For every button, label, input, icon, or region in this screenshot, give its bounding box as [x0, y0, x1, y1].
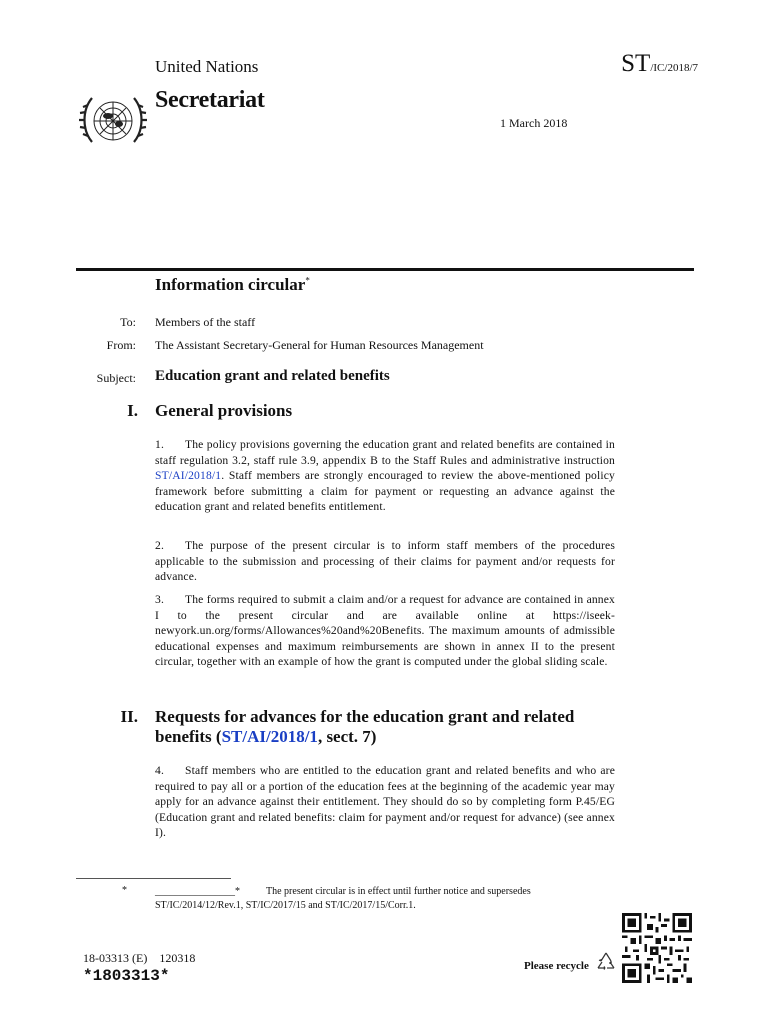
from-value: The Assistant Secretary-General for Human Resources Management: [155, 338, 484, 352]
paragraph-4: [155, 763, 615, 841]
symbol-prefix: ST: [621, 50, 651, 77]
circular-title-text: Information circular: [155, 275, 306, 294]
from-label: From:: [106, 338, 136, 352]
section-2-title-pre: Requests for advances for the education grant and related benefits (: [155, 707, 575, 746]
barcode-text: *1803313*: [83, 967, 170, 985]
document-date: 1 March 2018: [500, 116, 568, 130]
section-2-number: II.: [120, 707, 138, 726]
document-symbol: [621, 50, 698, 78]
paragraph-number: 3.: [155, 593, 164, 606]
st-ai-2018-1-link[interactable]: ST/AI/2018/1: [155, 469, 222, 482]
circular-title: [155, 275, 310, 295]
body-title: Secretariat: [155, 87, 265, 113]
job-number: 18-03313 (E) 120318: [83, 951, 196, 965]
footnote-body: The present circular is in effect until further notice and supersedes ST/IC/2014/12/Rev.1, ST/IC/2017/15 and ST/IC/2017/15/Corr.1.: [155, 886, 531, 911]
footnote-divider: [76, 878, 231, 879]
organization-name: United Nations: [155, 57, 259, 76]
paragraph-number: 2.: [155, 539, 164, 552]
paragraph-1-text-pre: The policy provisions governing the education grant and related benefits are contained in staff regulation 3.2, staff rule 3.9, appendix B to the Staff Rules and administrative instruction: [155, 438, 615, 467]
paragraph-1: [155, 437, 615, 515]
paragraph-2-text: The purpose of the present circular is to inform staff members of the procedures applicable to the submission and processing of their claims for payment and/or requests for advance.: [155, 539, 615, 583]
section-2-title: [155, 707, 625, 747]
subject-value: Education grant and related benefits: [155, 368, 390, 384]
paragraph-3-text: The forms required to submit a claim and/or a request for advance are contained in annex I to the present circular and are available online at https://iseek-newyork.un.org/forms/Allowances%20and%20Benefits. The maximum amounts of admissible educational expenses and maximum reimbursements are shown in annex II to the present circular, together with an example of how the grant is computed under the global sliding scale.: [155, 593, 615, 668]
recycle-icon: [594, 950, 618, 974]
paragraph-number: 4.: [155, 764, 164, 777]
section-2-title-link[interactable]: ST/AI/2018/1: [221, 727, 318, 746]
footnote-lead: ________________*: [155, 886, 240, 897]
paragraph-2: [155, 538, 615, 585]
footnote-text: [155, 885, 615, 913]
section-2-title-post: , sect. 7): [317, 727, 377, 746]
symbol-suffix: /IC/2018/7: [650, 62, 698, 74]
header-divider: [76, 268, 694, 271]
paragraph-1-text-post: . Staff members are strongly encouraged to review the above-mentioned policy framework before submitting a claim for payment or requesting an advance against the education grant and related benefits entitlement.: [155, 469, 615, 513]
recycle-label: Please recycle: [524, 960, 589, 972]
section-1-title: General provisions: [155, 401, 293, 420]
footnote-mark: *: [122, 885, 127, 896]
to-label: To:: [120, 315, 136, 329]
paragraph-number: 1.: [155, 438, 164, 451]
section-1-number: I.: [127, 401, 138, 420]
circular-title-mark: *: [305, 275, 310, 286]
un-emblem-icon: [78, 90, 148, 156]
to-value: Members of the staff: [155, 315, 256, 329]
paragraph-4-text: Staff members who are entitled to the education grant and related benefits and who are required to pay all or a portion of the education fees at the beginning of the academic year may apply for an advance against their entitlement. They should do so by completing form P.45/EG (Education grant and related benefits: claim for payment and/or request for advance) (see annex I).: [155, 764, 615, 839]
subject-label: Subject:: [96, 371, 136, 385]
paragraph-3: [155, 592, 615, 670]
qr-code-icon: [622, 913, 692, 983]
